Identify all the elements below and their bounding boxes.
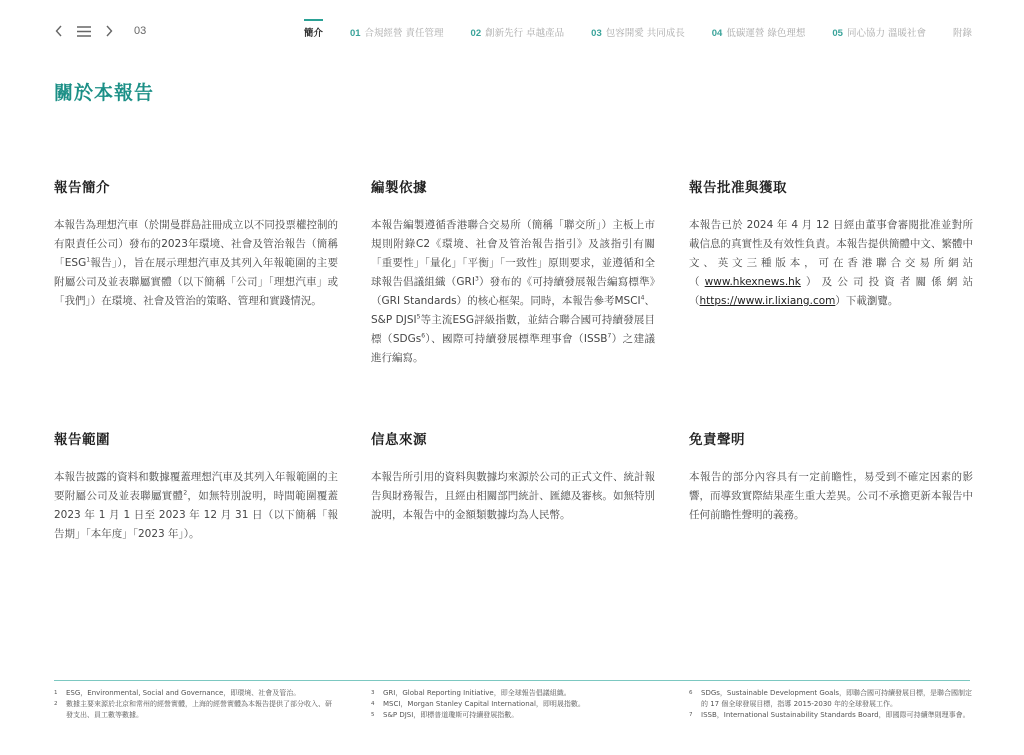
- section-report-intro: [54, 176, 338, 311]
- menu-icon[interactable]: [76, 24, 92, 38]
- section-body: 本報告所引用的資料與數據均來源於公司的正式文件、統計報告與財務報告，且經由相關部門統計、匯總及審核。如無特別說明，本報告中的金額類數據均為人民幣。: [371, 471, 655, 521]
- tab-intro[interactable]: 簡介: [304, 25, 323, 43]
- footnote-ref: 3: [474, 275, 479, 283]
- footnote-ref: 7: [607, 332, 612, 340]
- next-page-chevron-icon[interactable]: [102, 24, 116, 38]
- section-heading: 報告範圍: [54, 432, 110, 448]
- tab-appendix[interactable]: 附錄: [952, 28, 972, 39]
- section-heading: 編製依據: [371, 180, 427, 196]
- section-heading: 信息來源: [371, 432, 427, 448]
- footnote-ref: 6: [421, 332, 426, 340]
- footnotes-column-3: [689, 688, 973, 721]
- page-controls: [52, 24, 146, 38]
- section-heading: 免責聲明: [689, 432, 745, 448]
- footnote: 6 SDGs，Sustainable Development Goals，即聯合國可持續發展目標，是聯合國制定的 17 個全球發展目標，指導 2015-2030 年的全球發展工作。: [689, 689, 972, 708]
- section-body: 本報告編製遵循香港聯合交易所（簡稱「聯交所」）主板上市規則附錄C2《環境、社會及管治報告指引》及該指引有關「重要性」「量化」「平衡」「一致性」原則要求，並遵循和全球報告倡議組織（GRI$^3$）發布的《可持續發展報告編寫標準》（GRI Standards）的核心框架。同時，本報告參考MSCI$^4$、S&P DJSI$^5$等主流ESG評級指數，並結合聯合國可持續發展目標（SDGs$^6$）、國際可持續發展標準理事會（ISSB$^7$）之建議進行編寫。: [371, 219, 656, 364]
- section-disclaimer: [689, 428, 973, 525]
- section-heading: 報告簡介: [54, 180, 110, 196]
- tab-chapter-03[interactable]: 03 包容開愛 共同成長: [591, 28, 685, 39]
- section-body: 本報告披露的資料和數據覆蓋理想汽車及其列入年報範圍的主要附屬公司及並表聯屬實體$^2$，如無特別說明，時間範圍覆蓋 2023 年 1 月 1 日至 2023 年 12 月 31 日（以下簡稱「報告期」「本年度」「2023 年」）。: [54, 471, 339, 540]
- section-body: 本報告為理想汽車（於開曼群島註冊成立以不同投票權控制的有限責任公司）發布的2023年環境、社會及管治報告（簡稱「ESG$^1$報告」），旨在展示理想汽車及其列入年報範圍的主要附屬公司及並表聯屬實體（以下簡稱「公司」「理想汽車」或「我們」）在環境、社會及管治的策略、管理和實踐情況。: [54, 219, 339, 307]
- footnote-ref: 1: [86, 256, 91, 264]
- tab-chapter-05[interactable]: 05 同心協力 溫暖社會: [832, 28, 926, 39]
- chapter-tabs: [304, 25, 972, 43]
- investor-relations-link[interactable]: https://www.ir.lixiang.com: [699, 295, 836, 307]
- footer-divider: [54, 680, 970, 681]
- footnote: 4 MSCI，Morgan Stanley Capital International，即明晟指數。: [371, 700, 585, 708]
- footnote: 1 ESG，Environmental, Social and Governance，即環境、社會及管治。: [54, 689, 301, 697]
- section-compilation-basis: [371, 176, 655, 368]
- section-report-scope: [54, 428, 338, 544]
- section-body: 本報告的部分內容具有一定前瞻性，易受到不確定因素的影響，而導致實際結果產生重大差異。公司不承擔更新本報告中任何前瞻性聲明的義務。: [689, 471, 973, 521]
- footnotes-column-2: [371, 688, 655, 721]
- tab-chapter-04[interactable]: 04 低碳運營 綠色理想: [711, 28, 806, 39]
- hkexnews-link[interactable]: www.hkexnews.hk: [704, 276, 801, 288]
- page-number: 03: [134, 25, 147, 37]
- footnote: 2 數據主要來源於北京和常州的經營實體，上海的經營實體為本報告提供了部分收入、研發支出、員工數等數據。: [54, 700, 332, 719]
- previous-page-chevron-icon[interactable]: [52, 24, 66, 38]
- tab-chapter-01[interactable]: 01 合規經營 責任管理: [349, 28, 444, 39]
- footnote-ref: 5: [416, 313, 421, 321]
- tab-chapter-02[interactable]: 02 創新先行 卓越產品: [470, 28, 565, 39]
- footnote-ref: 4: [640, 294, 645, 302]
- section-information-source: [371, 428, 655, 525]
- section-body: 本報告已於 2024 年 4 月 12 日經由董事會審閱批准並對所載信息的真實性及有效性負責。本報告提供簡體中文、繁體中文、英文三種版本，可在香港聯合交易所網站（www.hkexnews.hk）及公司投資者關係網站（https://www.ir.lixiang.com）下載瀏覽。: [689, 219, 974, 307]
- footnote: 7 ISSB，International Sustainability Standards Board，即國際可持續準則理事會。: [689, 711, 970, 719]
- page-title: 關於本報告: [54, 82, 155, 104]
- top-navigation-bar: [0, 0, 1024, 60]
- section-approval-access: [689, 176, 973, 311]
- section-heading: 報告批准與獲取: [689, 180, 787, 196]
- footnote-ref: 2: [183, 489, 188, 497]
- footnotes-column-1: [54, 688, 338, 721]
- footnote: 5 S&P DJSI，即標普道瓊斯可持續發展指數。: [371, 711, 519, 719]
- footnote: 3 GRI，Global Reporting Initiative，即全球報告倡議組織。: [371, 689, 571, 697]
